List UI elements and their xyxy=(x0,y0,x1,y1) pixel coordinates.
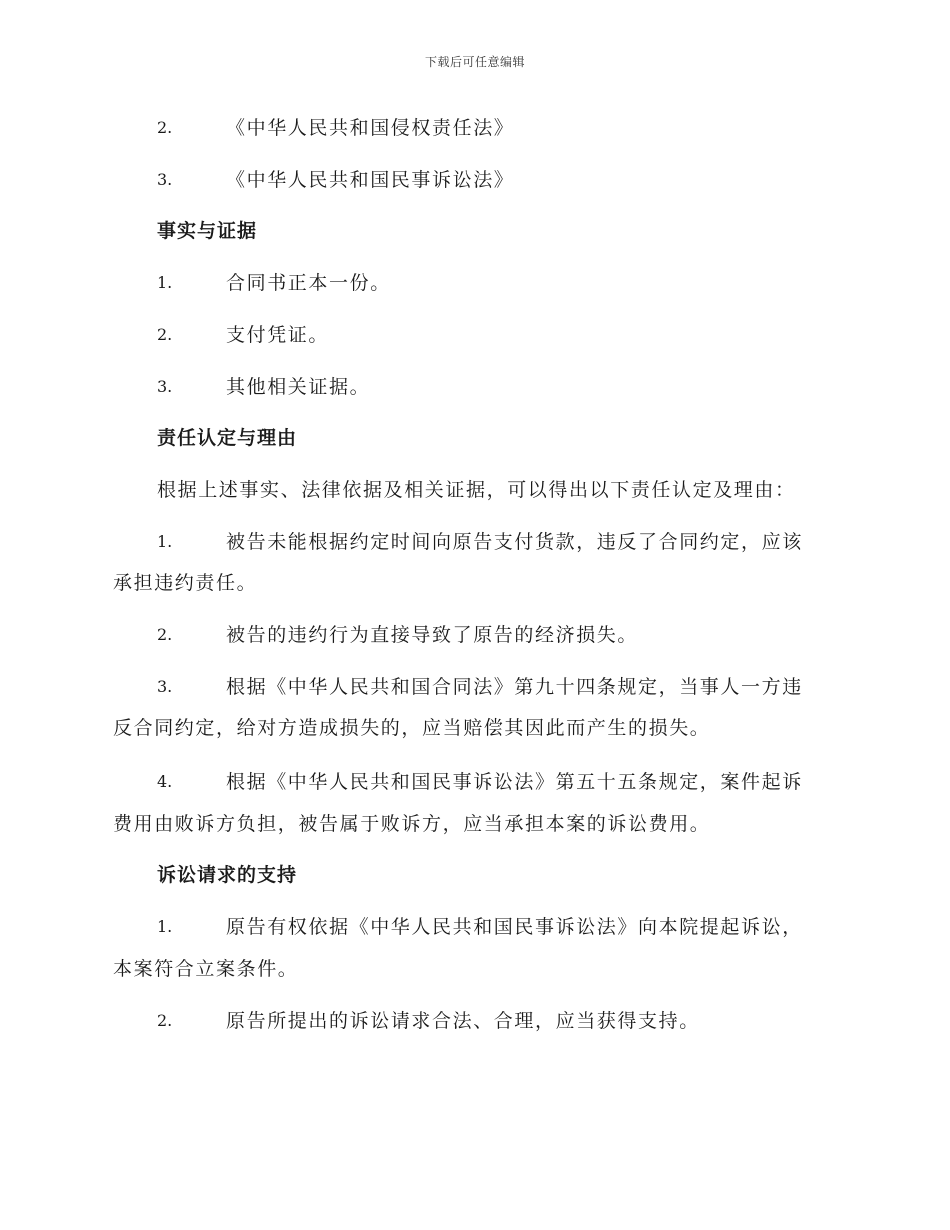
item-text: 原告有权依据《中华人民共和国民事诉讼法》向本院提起诉讼， xyxy=(226,916,803,938)
item-text: 其他相关证据。 xyxy=(226,376,371,398)
section-heading-facts: 事实与证据 xyxy=(157,220,258,242)
item-text: 被告未能根据约定时间向原告支付货款，违反了合同约定，应该 xyxy=(226,531,803,553)
item-text: 《中华人民共和国侵权责任法》 xyxy=(226,117,515,139)
item-number: 1. xyxy=(157,273,173,292)
page-header: 下载后可任意编辑 xyxy=(424,55,525,69)
item-text-continuation: 费用由败诉方负担，被告属于败诉方，应当承担本案的诉讼费用。 xyxy=(113,813,711,835)
item-number: 2. xyxy=(157,625,173,644)
item-number: 2. xyxy=(157,118,173,137)
item-number: 4. xyxy=(157,772,173,791)
liability-intro: 根据上述事实、法律依据及相关证据，可以得出以下责任认定及理由： xyxy=(157,479,796,501)
item-text: 《中华人民共和国民事诉讼法》 xyxy=(226,169,515,191)
item-text: 根据《中华人民共和国合同法》第九十四条规定，当事人一方违 xyxy=(226,676,803,698)
item-number: 2. xyxy=(157,1011,173,1030)
item-text: 合同书正本一份。 xyxy=(226,272,391,294)
item-text-continuation: 本案符合立案条件。 xyxy=(113,958,299,980)
item-number: 1. xyxy=(157,532,173,551)
item-text: 根据《中华人民共和国民事诉讼法》第五十五条规定，案件起诉 xyxy=(226,771,803,793)
section-heading-support: 诉讼请求的支持 xyxy=(157,864,298,886)
item-text: 原告所提出的诉讼请求合法、合理，应当获得支持。 xyxy=(226,1010,700,1032)
item-number: 2. xyxy=(157,325,173,344)
item-text-continuation: 反合同约定，给对方造成损失的，应当赔偿其因此而产生的损失。 xyxy=(113,717,711,739)
item-text-continuation: 承担违约责任。 xyxy=(113,572,258,594)
item-number: 3. xyxy=(157,170,173,189)
item-number: 3. xyxy=(157,377,173,396)
section-heading-liability: 责任认定与理由 xyxy=(157,427,298,449)
item-text: 支付凭证。 xyxy=(226,324,330,346)
item-number: 1. xyxy=(157,917,173,936)
item-text: 被告的违约行为直接导致了原告的经济损失。 xyxy=(226,624,639,646)
item-number: 3. xyxy=(157,677,173,696)
